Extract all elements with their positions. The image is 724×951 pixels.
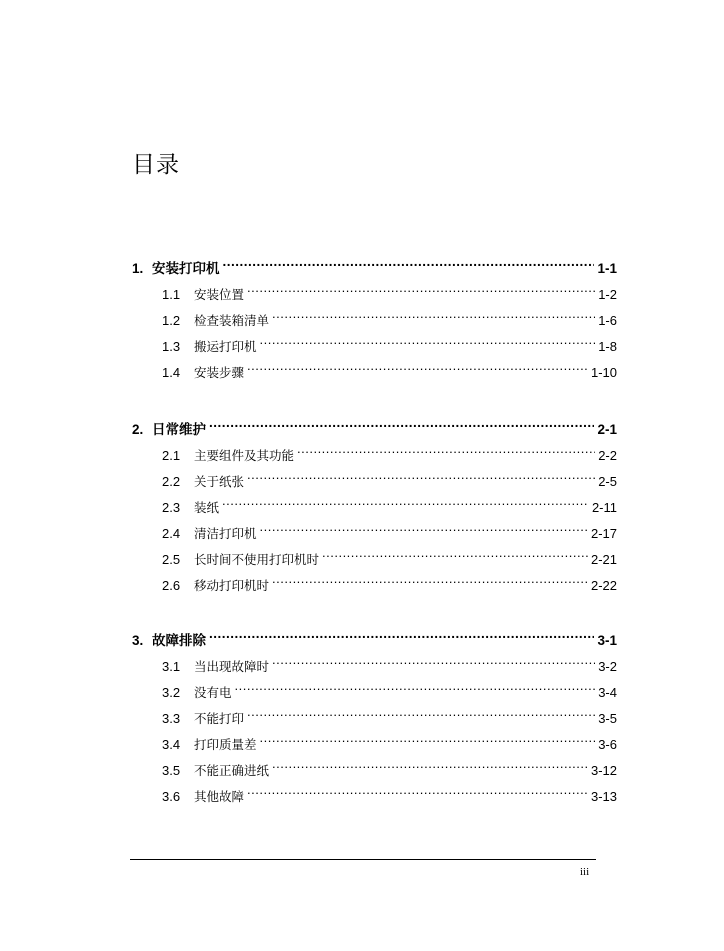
dot-leader	[209, 632, 594, 646]
section-title: 检查装箱清单	[194, 313, 270, 328]
section-page: 3-6	[598, 737, 617, 752]
toc-section-entry[interactable]	[132, 308, 617, 334]
dot-leader	[297, 447, 595, 460]
toc-section-entry[interactable]	[132, 654, 617, 680]
toc-chapter-entry[interactable]	[132, 417, 617, 443]
section-title: 打印质量差	[194, 737, 257, 752]
section-number: 1.3	[162, 339, 181, 354]
section-title: 长时间不使用打印机时	[194, 552, 320, 567]
section-number: 3.2	[162, 685, 181, 700]
section-number: 3.5	[162, 763, 181, 778]
section-number: 3.4	[162, 737, 181, 752]
footer-divider	[130, 859, 596, 860]
section-title: 移动打印机时	[194, 578, 270, 593]
section-title: 当出现故障时	[194, 659, 270, 674]
section-page: 1-10	[590, 365, 617, 380]
dot-leader	[247, 473, 595, 486]
toc-section-entry[interactable]	[132, 547, 617, 573]
section-number: 1.2	[162, 313, 181, 328]
section-page: 2-11	[591, 500, 617, 515]
dot-leader	[247, 710, 595, 723]
dot-leader	[260, 338, 596, 351]
dot-leader	[272, 577, 588, 590]
section-title: 不能正确进纸	[194, 763, 270, 778]
section-title: 不能打印	[194, 711, 245, 726]
section-title: 搬运打印机	[194, 339, 257, 354]
section-page: 1-8	[598, 339, 617, 354]
toc-section-entry[interactable]	[132, 732, 617, 758]
page-number: iii	[580, 866, 590, 878]
section-number: 2.3	[162, 500, 181, 515]
toc-chapter-2	[132, 417, 617, 599]
chapter-title: 安装打印机	[152, 261, 220, 277]
toc-chapter-3	[132, 628, 617, 810]
dot-leader	[247, 788, 588, 801]
section-number: 3.3	[162, 711, 181, 726]
section-title: 装纸	[194, 500, 220, 515]
section-page: 3-2	[598, 659, 617, 674]
section-title: 主要组件及其功能	[194, 448, 295, 463]
section-number: 2.2	[162, 474, 181, 489]
toc-title: 目录	[132, 152, 180, 178]
toc-section-entry[interactable]	[132, 758, 617, 784]
section-number: 3.6	[162, 789, 181, 804]
dot-leader	[272, 762, 588, 775]
toc-section-entry[interactable]	[132, 443, 617, 469]
section-title: 安装位置	[194, 287, 245, 302]
chapter-title: 故障排除	[152, 633, 206, 649]
dot-leader	[322, 551, 588, 564]
toc-section-entry[interactable]	[132, 334, 617, 360]
toc-chapter-entry[interactable]	[132, 256, 617, 282]
chapter-number: 1.	[132, 261, 144, 276]
dot-leader	[272, 658, 595, 671]
dot-leader	[247, 364, 588, 377]
section-page: 2-21	[590, 552, 617, 567]
section-page: 2-17	[590, 526, 617, 541]
section-title: 关于纸张	[194, 474, 245, 489]
section-number: 1.1	[162, 287, 181, 302]
dot-leader	[247, 286, 595, 299]
toc-section-entry[interactable]	[132, 360, 617, 386]
toc-section-entry[interactable]	[132, 282, 617, 308]
toc-section-entry[interactable]	[132, 706, 617, 732]
section-number: 2.6	[162, 578, 181, 593]
section-title: 清洁打印机	[194, 526, 257, 541]
chapter-page: 3-1	[597, 633, 617, 648]
dot-leader	[235, 684, 596, 697]
section-page: 3-13	[590, 789, 617, 804]
toc-section-entry[interactable]	[132, 495, 617, 521]
section-page: 2-5	[598, 474, 617, 489]
section-page: 3-12	[590, 763, 617, 778]
section-page: 3-4	[598, 685, 617, 700]
chapter-page: 1-1	[597, 261, 617, 276]
section-title: 没有电	[194, 685, 232, 700]
section-page: 2-22	[590, 578, 617, 593]
toc-section-entry[interactable]	[132, 784, 617, 810]
chapter-number: 2.	[132, 422, 144, 437]
chapter-title: 日常维护	[152, 422, 206, 438]
section-number: 1.4	[162, 365, 181, 380]
section-number: 2.1	[162, 448, 181, 463]
chapter-number: 3.	[132, 633, 144, 648]
toc-section-entry[interactable]	[132, 573, 617, 599]
section-page: 1-6	[598, 313, 617, 328]
toc-chapter-entry[interactable]	[132, 628, 617, 654]
toc-section-entry[interactable]	[132, 469, 617, 495]
chapter-page: 2-1	[597, 422, 617, 437]
toc-chapter-1	[132, 256, 617, 386]
section-title: 安装步骤	[194, 365, 245, 380]
dot-leader	[260, 525, 588, 538]
dot-leader	[222, 499, 589, 512]
dot-leader	[260, 736, 596, 749]
section-page: 2-2	[598, 448, 617, 463]
section-page: 3-5	[598, 711, 617, 726]
section-title: 其他故障	[194, 789, 245, 804]
toc-section-entry[interactable]	[132, 680, 617, 706]
dot-leader	[209, 421, 594, 435]
toc-section-entry[interactable]	[132, 521, 617, 547]
dot-leader	[272, 312, 595, 325]
section-number: 2.4	[162, 526, 181, 541]
dot-leader	[223, 260, 595, 274]
section-number: 2.5	[162, 552, 181, 567]
section-page: 1-2	[598, 287, 617, 302]
section-number: 3.1	[162, 659, 181, 674]
